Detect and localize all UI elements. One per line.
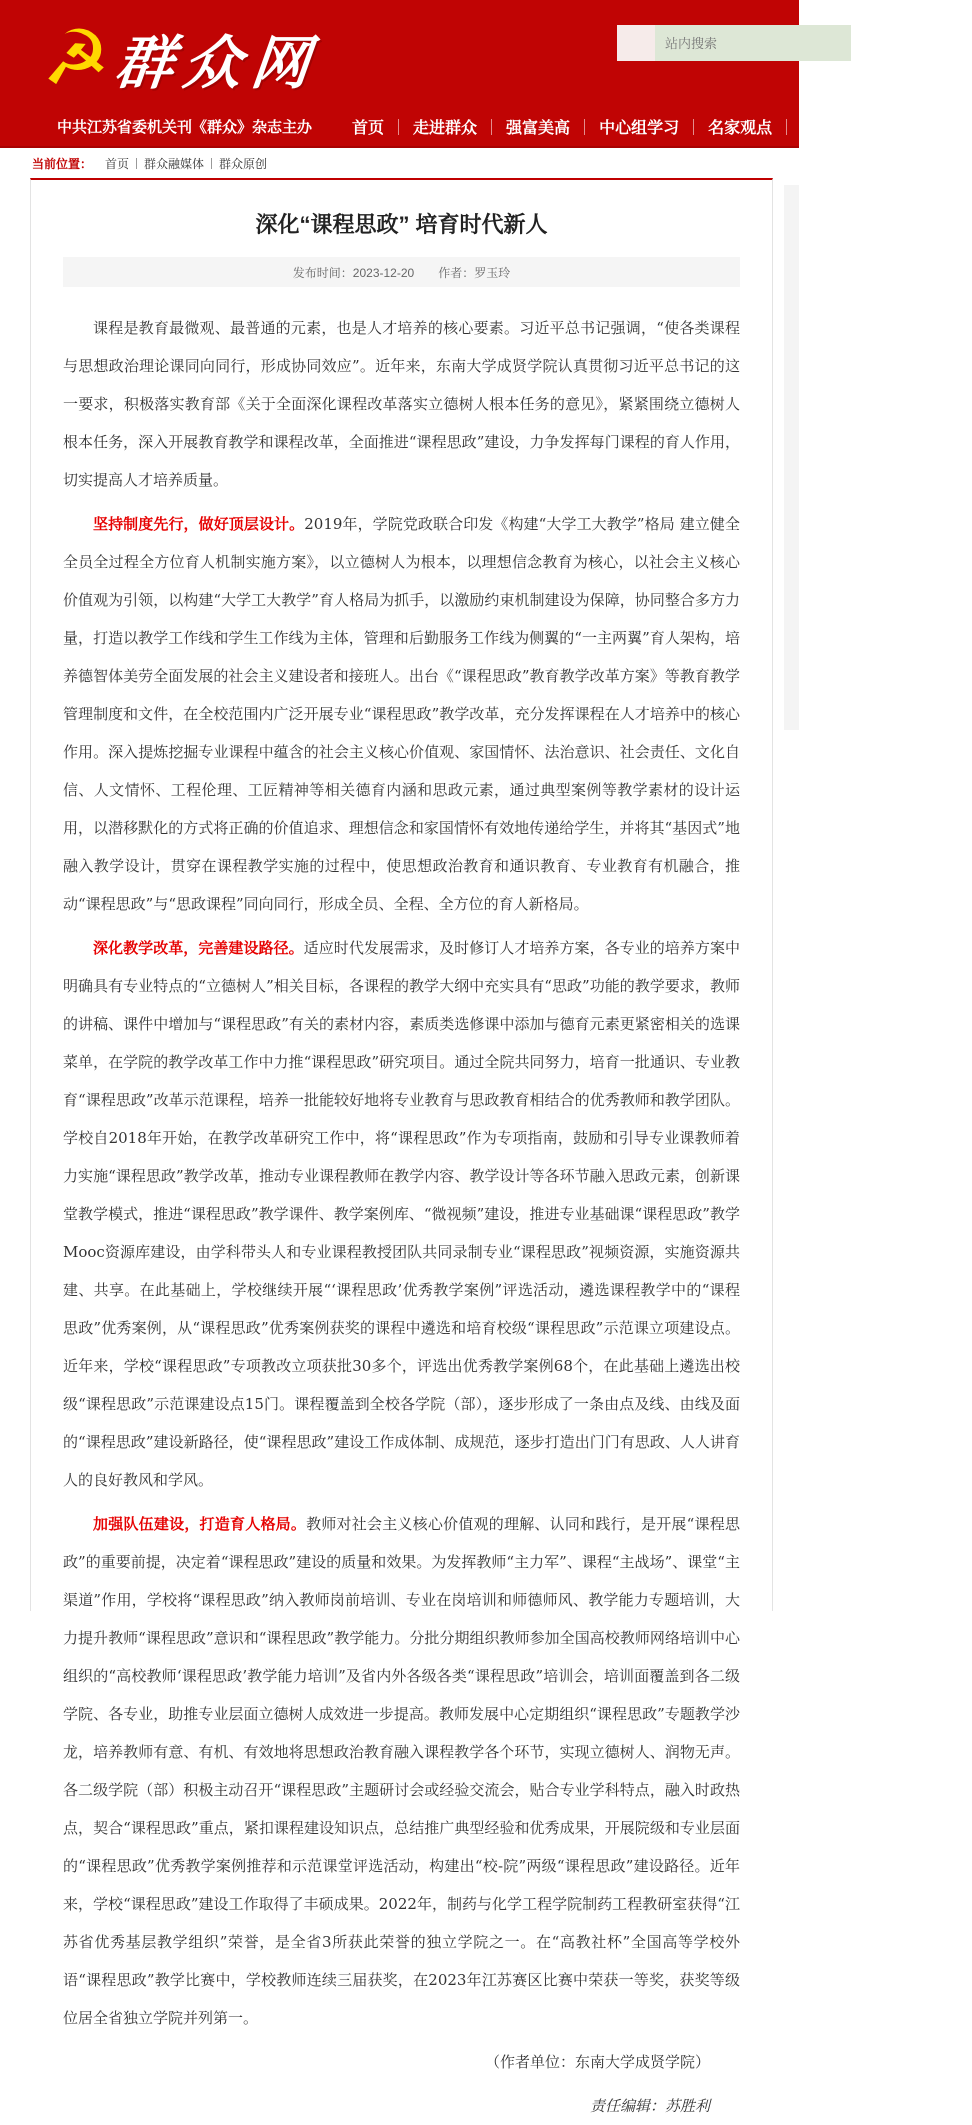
site-header [0, 0, 959, 148]
paragraph [63, 505, 740, 923]
breadcrumb-home[interactable]: 首页 [105, 156, 130, 171]
paragraph-lead: 加强队伍建设，打造育人格局。 [93, 1515, 307, 1533]
author-unit-note: （作者单位：东南大学成贤学院） [484, 2053, 710, 2071]
article-meta-bar [63, 257, 740, 287]
publish-time: 发布时间：2023-12-20 [292, 265, 415, 280]
paragraph-text: 教师对社会主义核心价值观的理解、认同和践行，是开展“课程思政”的重要前提，决定着“课程思政”建设的质量和效果。为发挥教师“主力军”、课程“主战场”、课堂“主渠道”作用，学校将“课程思政”纳入教师岗前培训、专业在岗培训和师德师风、教学能力专题培训，大力提升教师“课程思政”意识和“课程思政”教学能力。分批分期组织教师参加全国高校教师网络培训中心组织的“高校教师‘课程思政’教学能力培训”及省内外各级各类“课程思政”培训会，培训面覆盖到各二级学院、各专业，助推专业层面立德树人成效进一步提高。教师发展中心定期组织“课程思政”专题教学沙龙，培养教师有意、有机、有效地将思想政治教育融入课程教学各个环节，实现立德树人、润物无声。各二级学院（部）积极主动召开“课程思政”主题研讨会或经验交流会，贴合专业学科特点，融入时政热点，契合“课程思政”重点，紧扣课程建设知识点，总结推广典型经验和优秀成果，开展院级和专业层面的“课程思政”优秀教学案例推荐和示范课堂评选活动，构建出“校-院”两级“课程思政”建设路径。近年来，学校“课程思政”建设工作取得了丰硕成果。2022年，制药与化学工程学院制药工程教研室获得“江苏省优秀基层教学组织”荣誉，是全省3所获此荣誉的独立学院之一。在“高教社杯”全国高等学校外语“课程思政”教学比赛中，学校教师连续三届获奖，在2023年江苏赛区比赛中荣获一等奖，获奖等级位居全省独立学院并列第一。 [63, 1515, 740, 2027]
breadcrumb-label: 当前位置： [32, 156, 93, 171]
paragraph [63, 929, 740, 1499]
party-emblem-icon: ☭ [42, 13, 111, 102]
article-container [30, 178, 773, 2115]
breadcrumb [32, 150, 274, 176]
responsible-editor: 责任编辑：苏胜利 [589, 2097, 710, 2115]
paragraph-lead: 深化教学改革，完善建设路径。 [93, 939, 304, 957]
nav-item-jidi-fengcai[interactable]: 基地风采 [801, 120, 866, 137]
paragraph-lead: 坚持制度先行，做好顶层设计。 [93, 515, 305, 533]
article-author: 作者：罗玉玲 [438, 265, 511, 280]
site-search [617, 25, 799, 61]
nav-item-mingjia-guandian[interactable]: 名家观点 [708, 120, 773, 137]
nav-item-qunzhong-xilie[interactable]: 群众系列 [894, 120, 959, 137]
nav-item-zoujin-qunzhong[interactable]: 走进群众 [413, 120, 478, 137]
nav-item-home[interactable]: 首页 [352, 120, 385, 137]
publisher-text: 中共江苏省委机关刊《群众》杂志主办 [57, 119, 313, 136]
site-name: 群众网 [112, 29, 324, 97]
article-body [63, 309, 740, 2125]
paragraph-text: 适应时代发展需求，及时修订人才培养方案，各专业的培养方案中明确具有专业特点的“立德树人”相关目标，各课程的教学大纲中充实具有“思政”功能的教学要求，教师的讲稿、课件中增加与“课程思政”有关的素材内容，素质类选修课中添加与德育元素更紧密相关的选课菜单，在学院的教学改革工作中力推“课程思政”研究项目。通过全院共同努力，培育一批通识、专业教育“课程思政”改革示范课程，培养一批能较好地将专业教育与思政教育相结合的优秀教师和教学团队。学校自2018年开始，在教学改革研究工作中，将“课程思政”作为专项指南，鼓励和引导专业课教师着力实施“课程思政”教学改革，推动专业课程教师在教学内容、教学设计等各环节融入思政元素，创新课堂教学模式，推进“课程思政”教学课件、教学案例库、“微视频”建设，推进专业基础课“课程思政”教学Mooc资源库建设，由学科带头人和专业课程教授团队共同录制专业“课程思政”视频资源，实施资源共建、共享。在此基础上，学校继续开展“‘课程思政’优秀教学案例”评选活动，遴选课程教学中的“课程思政”优秀案例，从“课程思政”优秀案例获奖的课程中遴选和培育校级“课程思政”示范课立项建设点。近年来，学校“课程思政”专项教改立项获批30多个，评选出优秀教学案例68个，在此基础上遴选出校级“课程思政”示范课建设点15门。课程覆盖到全校各学院（部），逐步形成了一条由点及线、由线及面的“课程思政”建设新路径，使“课程思政”建设工作成体制、成规范，逐步打造出门门有思政、人人讲育人的良好教风和学风。 [63, 939, 740, 1489]
site-logo[interactable] [42, 12, 324, 104]
paragraph [63, 1505, 740, 2037]
paragraph [63, 309, 740, 499]
nav-item-qiangfu-meigao[interactable]: 强富美高 [506, 120, 571, 137]
search-input[interactable] [655, 25, 851, 61]
paragraph-text: 2019年，学院党政联合印发《构建“大学工大教学”格局 建立健全全员全过程全方位育人机制实施方案》，以立德树人为根本，以理想信念教育为核心，以社会主义核心价值观为引领，以构建“大学工大教学”育人格局为抓手，以激励约束机制建设为保障，协同整合多方力量，打造以教学工作线和学生工作线为主体，管理和后勤服务工作线为侧翼的“一主两翼”育人架构，培养德智体美劳全面发展的社会主义建设者和接班人。出台《“课程思政”教育教学改革方案》等教育教学管理制度和文件，在全校范围内广泛开展专业“课程思政”教学改革，充分发挥课程在人才培养中的核心作用。深入提炼挖掘专业课程中蕴含的社会主义核心价值观、家国情怀、法治意识、社会责任、文化自信、人文情怀、工程伦理、工匠精神等相关德育内涵和思政元素，通过典型案例等教学素材的设计运用，以潜移默化的方式将正确的价值追求、理想信念和家国情怀有效地传递给学生，并将其“基因式”地融入教学设计，贯穿在课程教学实施的过程中，使思想政治教育和通识教育、专业教育有机融合，推动“课程思政”与“思政课程”同向同行，形成全员、全程、全方位的育人新格局。 [63, 515, 740, 913]
sidebar-strip [784, 185, 799, 730]
paragraph-text: 课程是教育最微观、最普通的元素，也是人才培养的核心要素。习近平总书记强调，“使各类课程与思想政治理论课同向同行，形成协同效应”。近年来，东南大学成贤学院认真贯彻习近平总书记的这一要求，积极落实教育部《关于全面深化课程改革落实立德树人根本任务的意见》，紧紧围绕立德树人根本任务，深入开展教育教学和课程改革，全面推进“课程思政”建设，力争发挥每门课程的育人作用，切实提高人才培养质量。 [63, 319, 740, 489]
breadcrumb-rongmeiti[interactable]: 群众融媒体 [144, 156, 205, 171]
nav-item-zhongxinzu-xuexi[interactable]: 中心组学习 [599, 120, 680, 137]
article-title: 深化“课程思政” 培育时代新人 [255, 212, 548, 237]
breadcrumb-yuanchuang[interactable]: 群众原创 [219, 156, 268, 171]
main-nav [57, 115, 959, 138]
